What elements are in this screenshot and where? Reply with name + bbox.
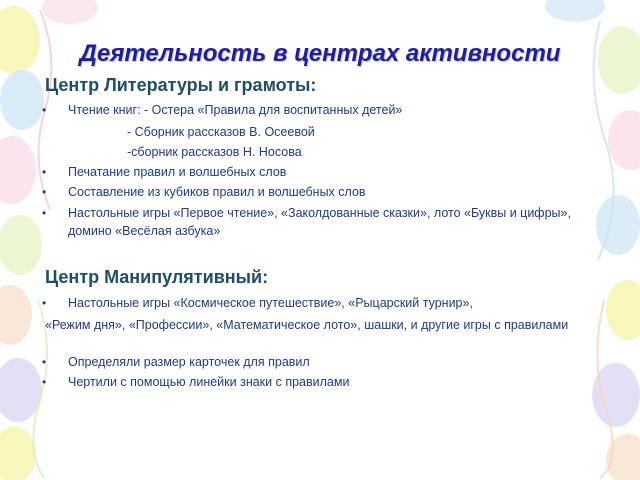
section-heading-manipulative: Центр Манипулятивный: bbox=[45, 267, 269, 287]
section-heading-literacy: Центр Литературы и грамоты: bbox=[45, 75, 317, 95]
list-item-text: -сборник рассказов Н. Носова bbox=[127, 145, 302, 159]
list-item bbox=[42, 163, 608, 181]
list-item-sub bbox=[127, 143, 640, 161]
slide-title: Деятельность в центрах активности bbox=[79, 40, 561, 67]
list-item-text: «Режим дня», «Профессии», «Математическое лото», шашки, и другие игры с правилами bbox=[45, 318, 569, 332]
list-item-text: Чтение книг: - Остера «Правила для воспитанных детей» bbox=[68, 103, 403, 117]
bullet-icon: • bbox=[42, 103, 47, 117]
list-item-text: - Сборник рассказов В. Осеевой bbox=[127, 125, 315, 139]
bullet-icon: • bbox=[42, 206, 47, 220]
list-item bbox=[42, 101, 608, 119]
list-item-sub bbox=[127, 123, 640, 141]
list-item-continuation bbox=[45, 316, 605, 334]
bullet-icon: • bbox=[42, 165, 47, 179]
list-item bbox=[42, 353, 608, 371]
bullet-icon: • bbox=[42, 296, 47, 310]
list-item-text: Составление из кубиков правил и волшебных слов bbox=[68, 185, 366, 199]
bullet-icon: • bbox=[42, 375, 47, 389]
list-item-text: Чертили с помощью линейки знаки с правилами bbox=[68, 375, 350, 389]
list-item bbox=[42, 373, 608, 391]
bullet-icon: • bbox=[42, 185, 47, 199]
list-item bbox=[42, 183, 608, 201]
bullet-icon: • bbox=[42, 355, 47, 369]
list-item-text: Настольные игры «Космическое путешествие», «Рыцарский турнир», bbox=[68, 296, 473, 310]
list-item bbox=[42, 294, 608, 312]
list-item-text: Определяли размер карточек для правил bbox=[68, 355, 310, 369]
list-item-text: Печатание правил и волшебных слов bbox=[68, 165, 287, 179]
list-item-text: Настольные игры «Первое чтение», «Заколдованные сказки», лото «Буквы и цифры», домино «Весёлая азбука» bbox=[68, 206, 571, 238]
list-item bbox=[42, 204, 608, 240]
